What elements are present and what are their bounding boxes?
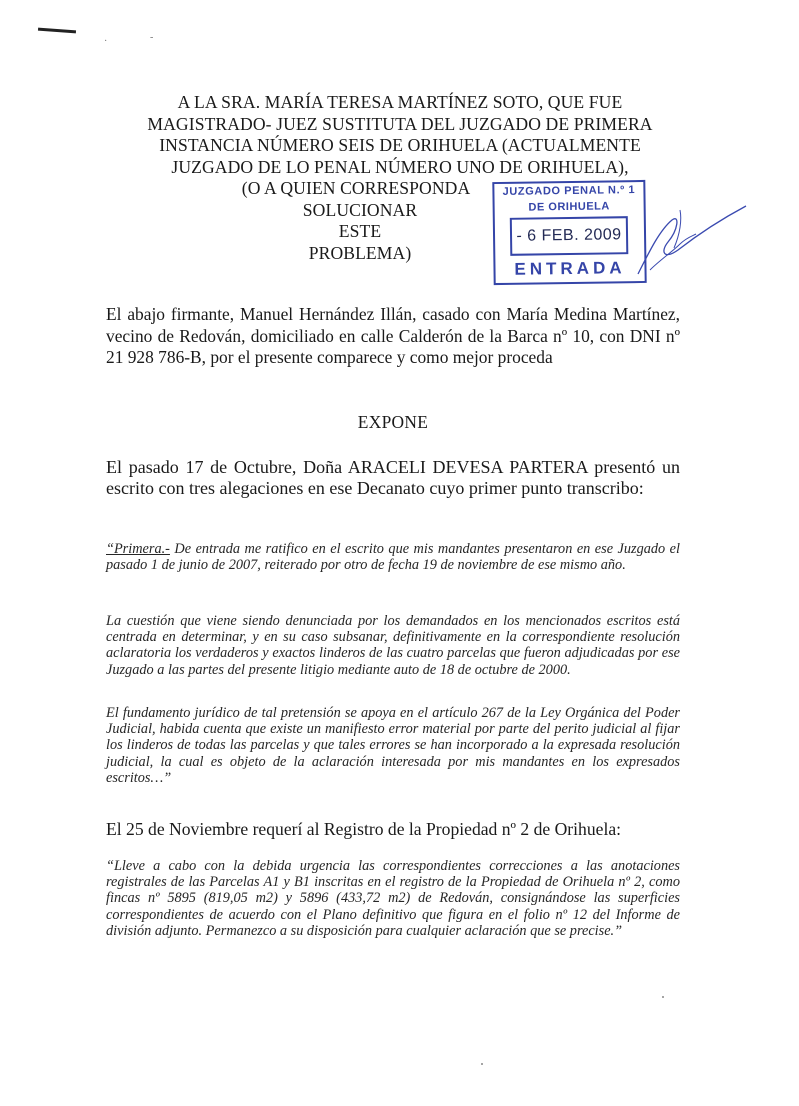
heading-line: INSTANCIA NÚMERO SEIS DE ORIHUELA (ACTUALMENTE bbox=[159, 135, 641, 155]
scan-speck bbox=[662, 996, 664, 998]
heading-line: PROBLEMA) bbox=[308, 242, 412, 263]
heading-line: ESTE bbox=[338, 221, 382, 241]
margin-mark bbox=[38, 28, 76, 34]
quote-fundamento: El fundamento jurídico de tal pretensión se apoya en el artículo 267 de la Ley Orgánica del Poder Judicial, habida cuenta que existe un manifiesto error material por parte del perito judicial al fijar los linderos de todas las parcelas y que tales errores se han incorporado a la expresada resolución judicial, la cual es objeto de la aclaración interesada por mis mandantes en los expresados escritos…” bbox=[106, 705, 680, 786]
quote-primera bbox=[106, 541, 680, 573]
heading-line: A LA SRA. MARÍA TERESA MARTÍNEZ SOTO, QUE FUE bbox=[177, 92, 623, 112]
stamp-entry-label: ENTRADA bbox=[514, 258, 626, 279]
heading-line: JUZGADO DE LO PENAL NÚMERO UNO DE ORIHUELA), bbox=[171, 156, 629, 177]
quote-registro-request: “Lleve a cabo con la debida urgencia las correspondientes correcciones a las anotaciones registrales de las Parcelas A1 y B1 inscritas en el registro de la Propiedad de Orihuela nº 2, como fincas nº 5895 (819,05 m2) y 5896 (433,72 m2) de Redován, consignándose las superficies correspondientes de acuerdo con el Plano definitivo que figura en el folio nº 12 del Informe de división adjunto. Permanezco a su disposición para cualquier aclaración que se precise.” bbox=[106, 858, 680, 939]
section-heading-expone: EXPONE bbox=[357, 412, 429, 432]
heading-line: MAGISTRADO- JUEZ SUSTITUTA DEL JUZGADO DE PRIMERA bbox=[147, 113, 653, 134]
scan-speck: - bbox=[150, 32, 154, 43]
stamp-city: DE ORIHUELA bbox=[528, 200, 610, 214]
quote-text: De entrada me ratifico en el escrito que mis mandantes presentaron en ese Juzgado el pasado 1 de junio de 2007, reiterado por otro de fecha 19 de noviembre de ese mismo año. bbox=[106, 541, 680, 574]
scan-speck: · bbox=[104, 36, 108, 47]
quote-cuestion: La cuestión que viene siendo denunciada por los demandados en los mencionados escritos está centrada en determinar, y en su caso subsanar, definitivamente en la correspondiente resolución aclaratoria los verdaderos y exactos linderos de las cuatro parcelas que fueron adjudicadas por ese Juzgado a las partes del presente litigio mediante auto de 18 de octubre de 2000. bbox=[106, 613, 680, 678]
heading-line: SOLUCIONAR bbox=[302, 199, 418, 220]
stamp-date: - 6 FEB. 2009 bbox=[516, 226, 622, 245]
paragraph-presentation: El pasado 17 de Octubre, Doña ARACELI DEVESA PARTERA presentó un escrito con tres alegaciones en ese Decanato cuyo primer punto transcribo: bbox=[106, 457, 680, 498]
scan-speck bbox=[481, 1063, 483, 1065]
paragraph-registro: El 25 de Noviembre requerí al Registro de la Propiedad nº 2 de Orihuela: bbox=[106, 819, 622, 839]
heading-line: (O A QUIEN CORRESPONDA bbox=[241, 178, 471, 198]
quote-label: “Primera.- bbox=[106, 541, 170, 557]
stamp-date-box bbox=[510, 216, 629, 256]
signature-scribble bbox=[620, 190, 750, 280]
stamp-court-name: JUZGADO PENAL N.º 1 bbox=[502, 184, 636, 198]
intro-paragraph: El abajo firmante, Manuel Hernández Illán, casado con María Medina Martínez, vecino de Redován, domiciliado en calle Calderón de la Barca nº 10, con DNI nº 21 928 786-B, por el presente comparece y como mejor proceda bbox=[106, 304, 680, 368]
